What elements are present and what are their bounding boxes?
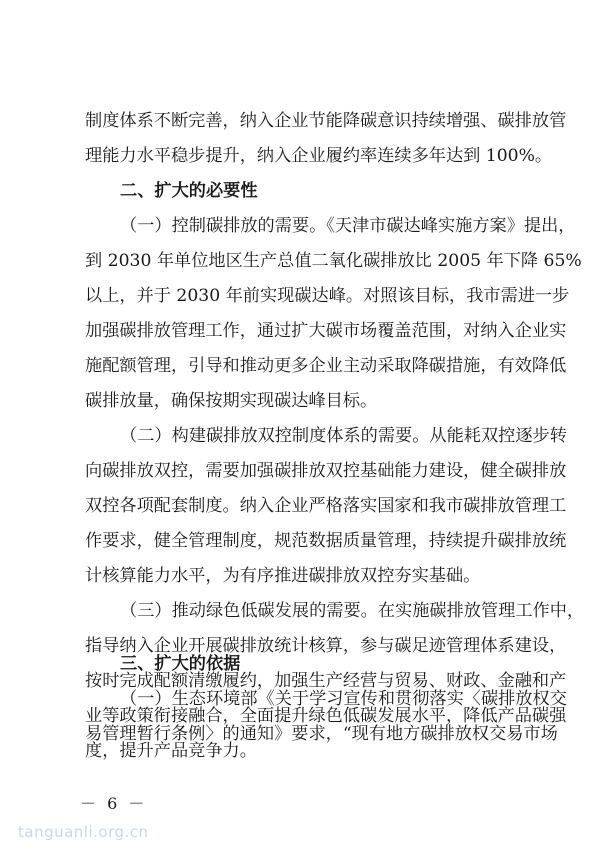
body-text-line: 加强碳排放管理工作，通过扩大碳市场覆盖范围，对纳入企业实	[85, 321, 567, 341]
paragraph-3-first-line	[120, 600, 585, 622]
paragraph-2-first-line	[120, 425, 567, 447]
site-watermark: tanguanli.org.cn	[18, 823, 149, 841]
body-text-fragment: 《天津市碳达峰实施方案》提出，	[326, 216, 576, 236]
body-text-line: （一）生态环境部《关于学习宣传和贯彻落实〈碳排放权交	[120, 689, 567, 709]
page-number: － 6 －	[80, 794, 148, 813]
subheading-dual-control: （二）构建碳排放双控制度体系的需要。	[120, 426, 430, 446]
body-text-fragment: 从能耗双控逐步转	[429, 426, 567, 446]
body-text-line: 按时完成配额清缴履约，加强生产经营与贸易、财政、金融和产	[85, 671, 567, 691]
subheading-green-development: （三）推动绿色低碳发展的需要。	[120, 601, 378, 621]
body-text-line: 向碳排放双控，需要加强碳排放双控基础能力建设，健全碳排放	[85, 461, 567, 481]
body-text-line: 施配额管理，引导和推动更多企业主动采取降碳措施，有效降低	[85, 356, 567, 376]
section-heading-necessity: 二、扩大的必要性	[120, 181, 258, 201]
body-text-line: 碳排放量，确保按期实现碳达峰目标。	[85, 391, 378, 411]
body-text-line: 以上，并于 2030 年前实现碳达峰。对照该目标，我市需进一步	[85, 286, 570, 306]
body-text-line: 理能力水平稳步提升，纳入企业履约率连续多年达到 100%。	[85, 146, 553, 166]
body-text-line: 作要求，健全管理制度，规范数据质量管理，持续提升碳排放统	[85, 531, 567, 551]
body-text-line: 业等政策衔接融合，全面提升绿色低碳发展水平，降低产品碳强	[85, 706, 567, 726]
body-text-line: 指导纳入企业开展碳排放统计核算，参与碳足迹管理体系建设，	[85, 636, 567, 656]
body-text-fragment: 在实施碳排放管理工作中，	[377, 601, 585, 621]
section-heading-basis: 三、扩大的依据	[120, 654, 241, 674]
body-text-line: 易管理暂行条例〉的通知》要求，“现有地方碳排放权交易市场	[85, 724, 558, 744]
body-text-line: 度，提升产品竞争力。	[85, 741, 257, 761]
body-text-line: 计核算能力水平，为有序推进碳排放双控夯实基础。	[85, 566, 481, 586]
paragraph-1-first-line	[120, 215, 576, 237]
body-text-line: 到 2030 年单位地区生产总值二氧化碳排放比 2005 年下降 65%	[85, 251, 582, 271]
body-text-line: 制度体系不断完善，纳入企业节能降碳意识持续增强、碳排放管	[85, 111, 567, 131]
subheading-control-emissions: （一）控制碳排放的需要。	[120, 216, 327, 236]
body-text-line: 双控各项配套制度。纳入企业严格落实国家和我市碳排放管理工	[85, 496, 567, 516]
